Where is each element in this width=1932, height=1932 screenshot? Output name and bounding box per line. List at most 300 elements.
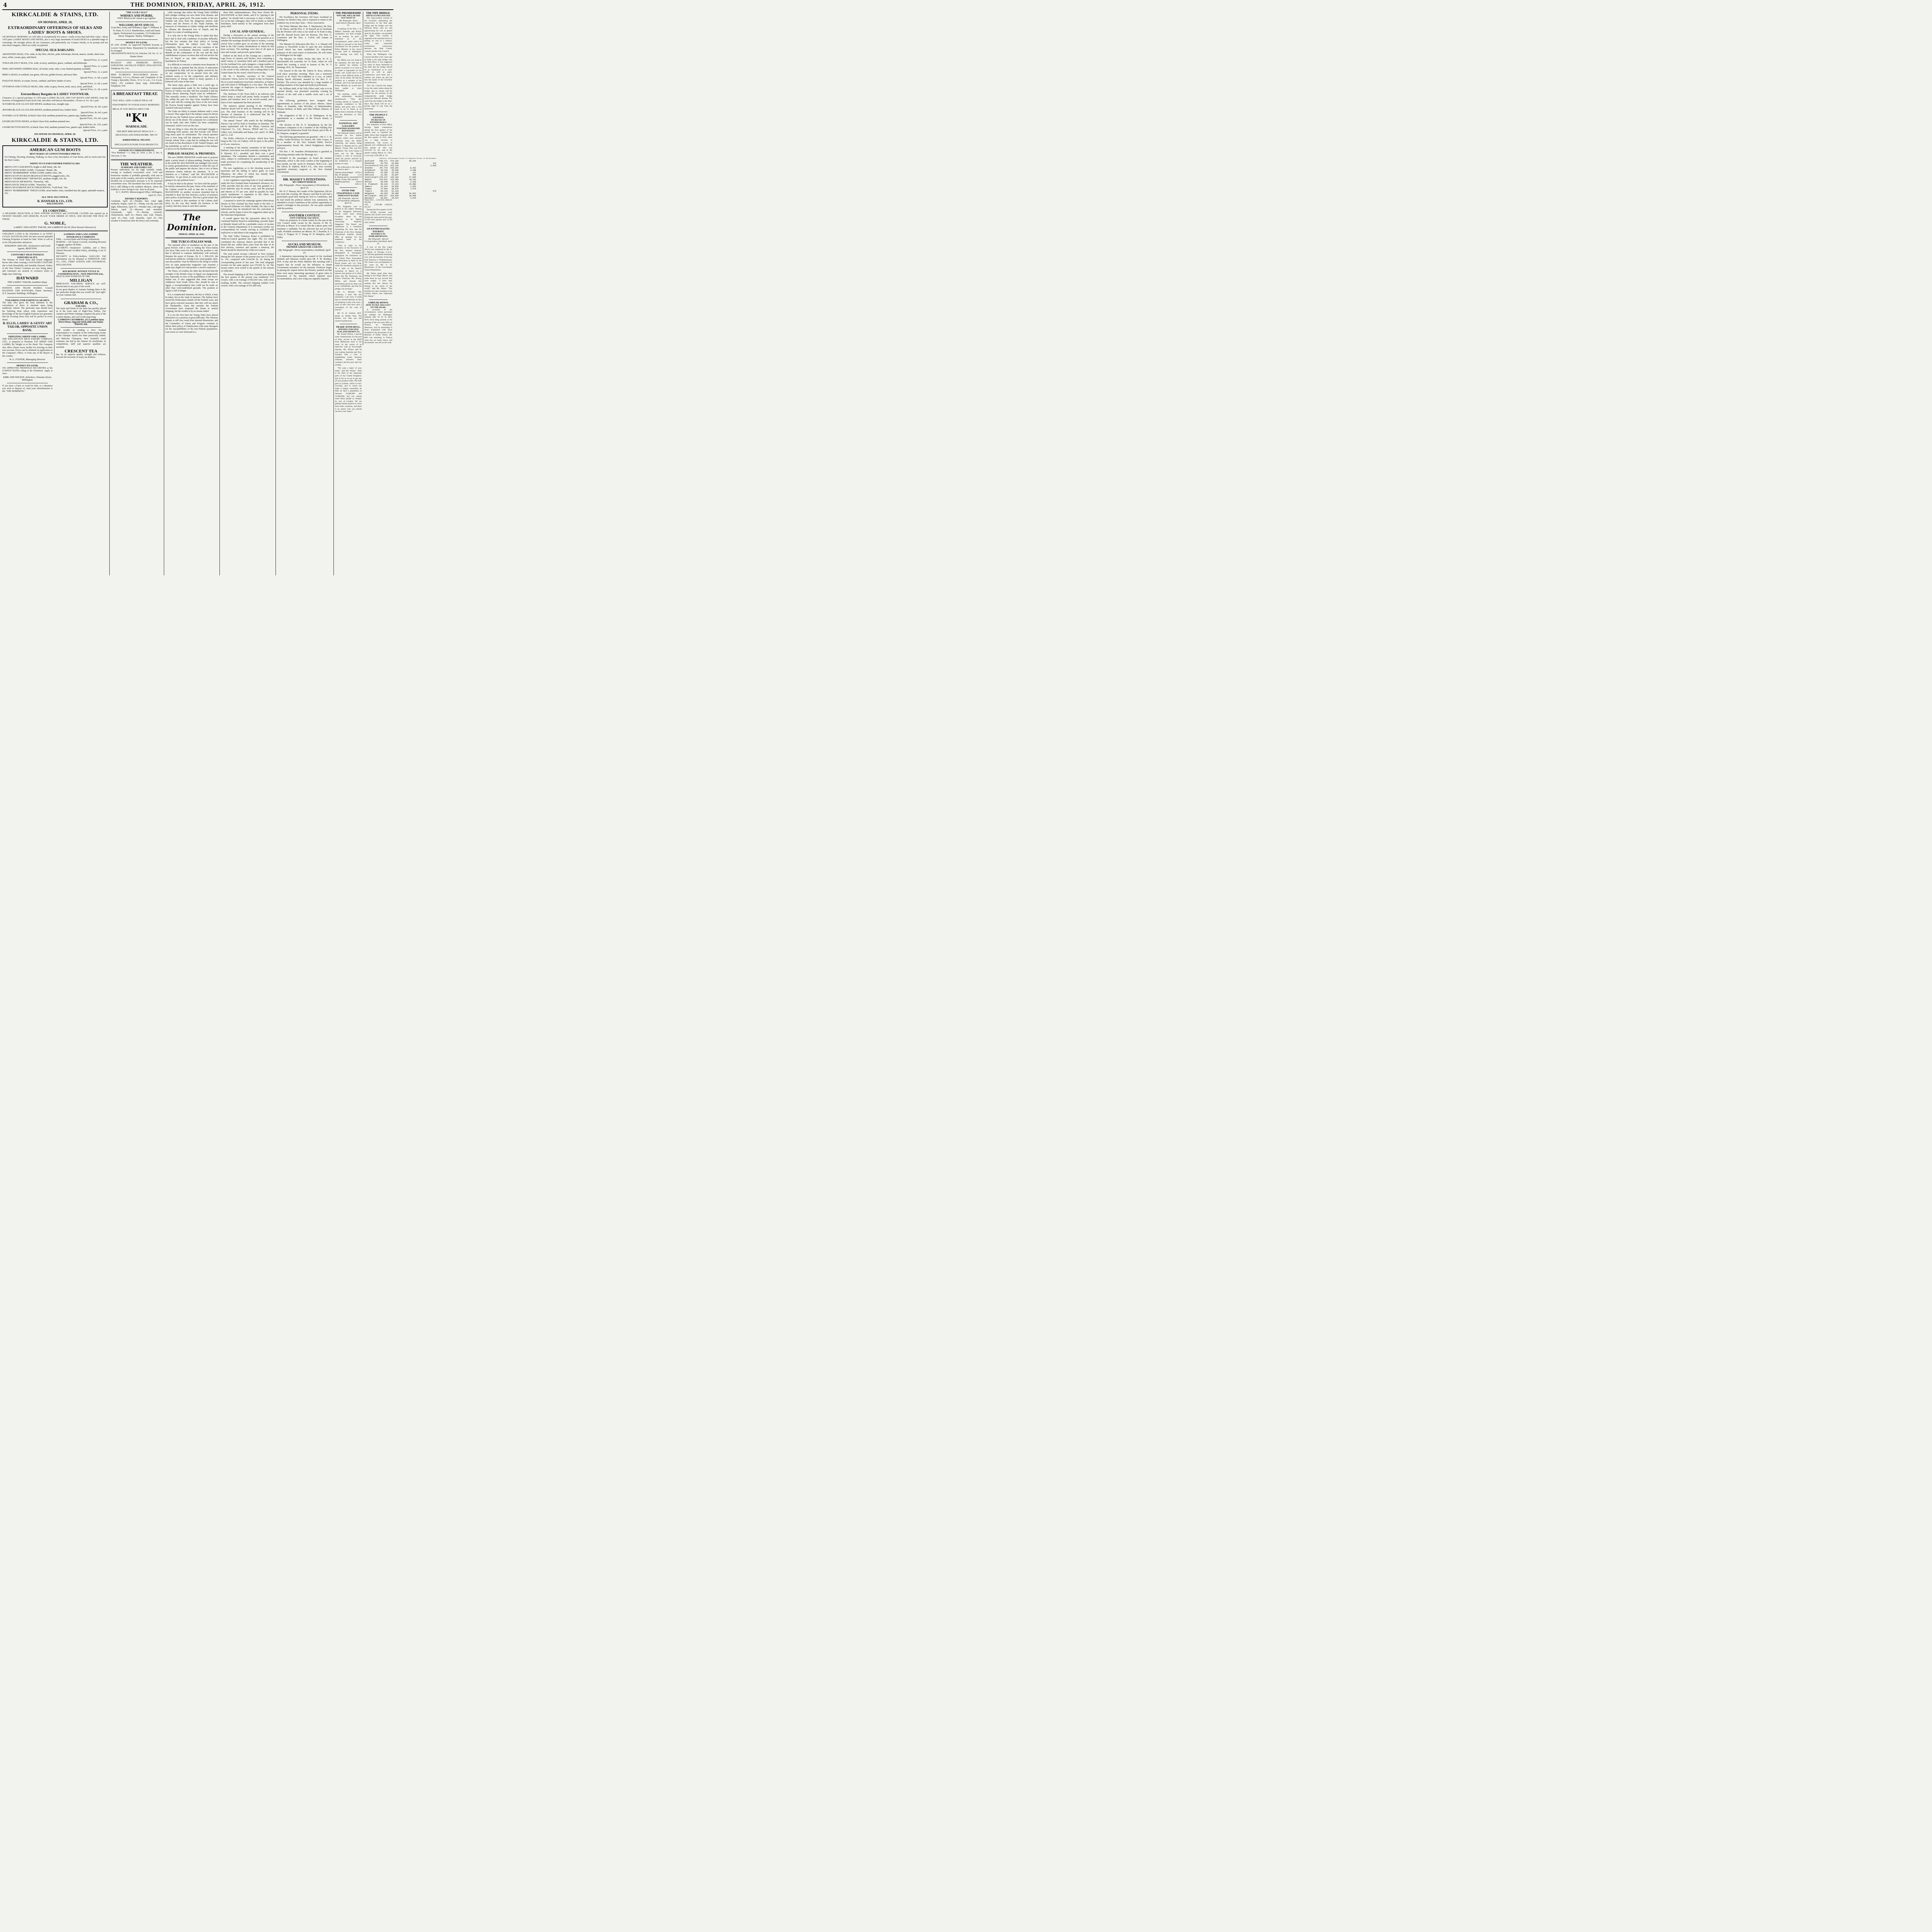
news-paragraph: Mr. Patten spent three days fishing in the Taupo district, and while there he saw several fine trout caught. "I have seen nothing like this district for fishing in the whole of the world," said Mr. Patten. "The facilities for deer shooting in the Galatea district also impressed Mr. Patten." bbox=[364, 272, 392, 298]
news-paragraph: Mr. M. J. Reardon, secretary of the General Labourers' Union, leaves for Napier to-day on business. He is to meet employers in private conference, at Napier, and will return to Wellington in a few days. The matter concerns the wages of employees in connection with harbour works at Napier. bbox=[221, 75, 274, 92]
savings-cell: Wellington bbox=[365, 195, 377, 197]
answer-heading: ANSWER TO CORRESPONDENT. bbox=[118, 150, 155, 152]
silk-item bbox=[2, 85, 108, 91]
savings-cell: 39,958 bbox=[409, 195, 416, 197]
milligan-name: MILLIGAN bbox=[70, 278, 92, 283]
savings-heading: THE PEOPLE'S SAVINGS. bbox=[369, 114, 388, 119]
noble-name: G. NOBLE, bbox=[44, 221, 66, 226]
silk-item-price: Special Price, 1s. a yard. bbox=[83, 65, 108, 68]
divider bbox=[7, 285, 48, 286]
footwear-item-price: Special Price, 6s. 11d. a pair. bbox=[80, 123, 108, 126]
gum-boots-intro: For Fishing, Shooting, Draining, Walking, we have every description of Gum Boots, and we stock none but the Best Grades. bbox=[5, 156, 105, 162]
footwear-item-price: Special Price, 21s. a pair. bbox=[83, 129, 108, 132]
kirk-wilson: KIRK AND WILSON, Solicitors, Panama Street, Wellington. bbox=[3, 376, 52, 381]
savings-cell: Nelson bbox=[365, 181, 372, 184]
news-paragraph: His Excellency the Governor will leave Auckland on Tuesday for Hawke's Bay, and is expected to return to the southern city in ten days' time.—Press Association. bbox=[277, 16, 332, 24]
news-paragraph: A proposal to assist the campaign against tuberculosis disease in New Zealand has been made to the Hon. G. W. Russell (Minister for Public Health). His idea is that tuberculosis may be introduced into the curriculum of schools, and he hopes to have his suggestion taken up by the Education Department. bbox=[221, 200, 274, 216]
silk-item-price: Special Price, 1s. a yard. bbox=[83, 70, 108, 73]
savings-cell: 131 bbox=[412, 172, 416, 174]
fire-line: FIRE.—Lowest Rates and Prompt Settlements. bbox=[56, 238, 100, 241]
gum-boot-item: MEN'S DUCK HIP BOOTS, "Waverley," 40s. bbox=[5, 180, 49, 183]
savings-cell: 619,659 bbox=[390, 195, 399, 197]
news-paragraph: The Hollis collection of pictures, which have been hung in the City Art Gallery, will be open to the public at 10 a.m. tomorrow. bbox=[221, 138, 274, 146]
divider bbox=[116, 39, 158, 40]
savings-cell: 474,115 bbox=[379, 165, 388, 167]
savings-column-header: Deposits bbox=[379, 158, 387, 160]
savings-cell: 49,128 bbox=[381, 169, 388, 172]
news-paragraph: During the first quarter of this year 24,500 accounts were opened, and 18,443 were closed. During the same period last year, 22,702 were opened, and 15,784 were closed. bbox=[364, 209, 392, 224]
savings-cell: 34,022 bbox=[391, 197, 399, 200]
whisky-puriri: WHISKY AND PURIRI, bbox=[120, 14, 153, 17]
gum-boot-item: MEN'S CITY GUM BOOTS, bright or dull finish, 28s. 6d. bbox=[5, 166, 61, 169]
savings-cell: 31,413 bbox=[381, 185, 388, 188]
milligan-text: THAT IS WHY PATRONS OF THE bbox=[56, 275, 90, 278]
news-paragraph: The long-awaited warrant of the Governor authorising the construction of the Hutt pipe bridge and the bridge over the Waiwetu River, near by, and apportioning the cost as agreed upon by the parties, was gazetted last night. This warrant is regarded as the essential factor in putting an end to a tedious, costly, and somewhat acrimonious controversy between the Hutt County Council and the City Council. bbox=[364, 17, 392, 53]
news-paragraph: When the Wellington City Council decided a few years ago to build a new pipe bridge over the Hutt River, it was suggested by some of those interested in the Hutt that the bridge should be so constructed as to carry traffic as well as pipes. Conferences were held, and a scheme was drawn up and put into the hands of the Governor for ratification. bbox=[364, 53, 392, 84]
savings-cell: 20,867 bbox=[391, 174, 399, 177]
newspaper-page bbox=[0, 0, 437, 578]
silk-item-price: Special Price, 1s. 3d. a yard. bbox=[80, 88, 108, 91]
savings-cell: 339,292 bbox=[390, 167, 399, 170]
silk-item-text: ARGENTINE SILKS, 27in. wide, in sky blue, electric, pink, heliotrope, biscuit, mauve, resede, sheet rose, navy, white, cream, grey, and black. bbox=[2, 53, 105, 59]
marmalade-name: MARMALADE. bbox=[126, 125, 148, 129]
savings-cell: 154,137 bbox=[379, 176, 388, 179]
news-paragraph: The inward shipping at all New Zealand ports during the first quarter of the present year numbered 1113 vessels, with a net tonnage of 902,665 tons, with crews totalling 26,806. The outward shipping totalled 1126 vessels, with a net tonnage of 931,000 tons. bbox=[221, 273, 274, 287]
divider bbox=[61, 268, 101, 269]
news-paragraph: Parked on the deck of the Aorangi are a number of cage boxes of canaries and finches, each containing a small variety of Australian birds and a hundred parrots for the Auckland Zoo, and a kangaroo, a large number of Australian parrots, and two black swans. Mr. Schneider is the owner of the collection, and is taking them to the United States by the vessel, which leaves to-day. bbox=[221, 54, 274, 74]
hannah-name: R. HANNAH & CO., LTD. bbox=[37, 199, 73, 203]
money-heading: MONEY TO LEND. bbox=[16, 364, 39, 367]
silk-item-price: Special Price, 1s. 9d. a yard. bbox=[80, 76, 108, 79]
news-paragraph: The resignation of Mr. F. G. B. Waldegrave, of his appointment as a member of the Prisons Board, is gazetted. bbox=[277, 114, 332, 123]
news-paragraph: A tour of the Hot Lakes district just completed by Mr. H. J. Patten, of Chicago, U.S.A., has left that gentleman brimming over with the beauties of the trip from Rotorua to Waikaremoana. The visitor was accompanied on the route by Mr. F. W. Moorhouse, of the Government Tourist Department. bbox=[364, 246, 392, 271]
marine-line: MARINE.—All Classes Covered, including Personal Luggage, against All Risks. bbox=[56, 241, 106, 247]
freezing-text: THE WELLINGTON MEAT EXPORT COMPANY, LTD., is prepared to Purchase FAT SHEEP AND LAMBS, By Weight or at Per Head. The Company also offers clients every facility for freezing on their own account. Prices can be obtained on application at the Company's Office, or from any of the Buyers in the country. bbox=[2, 338, 53, 357]
savings-cell: 52,369 bbox=[381, 172, 388, 174]
divider bbox=[7, 297, 48, 298]
massey-dateline: (By Telegraph—Press Association.) Christchurch, April 25. bbox=[279, 184, 330, 189]
editorial-paragraph: The Times, of London, the other day declared that the strength of the British Army in Egypt was dangerously low, especially in view of the possibilities of the Turco-Italian war. It also suggested that when troops are withdrawn from South Africa they should be sent to Egypt, a recommendation that could not be made on other than well-established grounds. The position in Egypt is full of danger. bbox=[165, 270, 218, 293]
footwear-item bbox=[2, 109, 108, 114]
savings-cell: 576,165 bbox=[390, 160, 399, 163]
divider bbox=[7, 362, 48, 363]
masthead bbox=[2, 2, 393, 10]
footwear-item-text: 8 PAIRS BUTTON SHOES, in black Glace Kid, medium pointed toes. bbox=[2, 120, 70, 123]
district-text: Auckland, April 25.—Weather fine; wind light northerly. Napier, April 25.—Windy, wet day and cold night. Palmerston, April 25.—Weather fine; cold night. Nelson, April 25.—Showery and unsettled. Greymouth, April 25.—Stormy, westerly. Christchurch, April 25.—Heavy rain; cold. Timaru, April 25.—Fine, cold. Dunedin, April 25.—The weather is boisterous after the heavy rain yesterday. bbox=[111, 200, 162, 222]
silk-item-text: TOILE-DE-JOUY SILKS, 27in. wide, in navy, amethyst, green, cardinal, and heliotrope. bbox=[2, 61, 88, 65]
news-paragraph: A meeting of the interim committee of the Eastern Harbour Association was held yesterday evening, Mr. C. P. Skerrett, K.C., presided, and there was a good attendance. The committee drafted a constitution and rules, subject to confirmation by general meeting, and made provision for completing the membership of the association. bbox=[221, 147, 274, 166]
column-editorial bbox=[165, 12, 218, 575]
pure-food: SPECIALISTS IN PURE FOOD PRODUCTS. bbox=[114, 144, 159, 146]
savings-cell: Westport bbox=[365, 197, 374, 200]
weather-sub: SUMMARY AND FORECAST. bbox=[121, 166, 152, 169]
savings-cell: 131 bbox=[433, 162, 437, 165]
tailoring-text: The man who gives the least attention to the conventions of dress is insistent upon being faultlessly Attired. The particular man should have his Tailoring done where wide experience and knowledge of the best English Fashions are guarantee that his Evening Dress Suit will be perfect in every detail. bbox=[2, 301, 53, 321]
news-paragraph: Mr. Austin Wilson, a special trade commissioner for the port of Hull, arrived at the Bluff from Melbourne early in the week. In the course of an interview with an Invercargill reporter, Mr. Wilson said he was touring Australia and New Zealand with a view to establishing closer business relations between these countries and the port and city of Hull. bbox=[335, 333, 362, 366]
savings-cell: Gisborne bbox=[365, 172, 374, 174]
news-paragraph: "We want a share of your trade," said Mr. Wilson. "Hull is the third of the important ports of the United Kingdom, and so far as we go to get any of your produce trade. The bulk goes to London, which is over-crowded, and in which the trade is largely controlled. At Hull we have a population of between 10,000,000 and 12,000,000, and you cannot reach these people as cheaply by way of London. We are getting similar projects to yours from other countries, and there is no reason why you should not have your share." bbox=[335, 367, 362, 413]
gum-boots-heading: AMERICAN GUM BOOTS bbox=[29, 148, 81, 153]
savings-cell: Christchurch bbox=[365, 165, 379, 167]
divider bbox=[165, 210, 218, 211]
fund-row bbox=[335, 184, 362, 186]
savings-cell: Napier bbox=[365, 179, 372, 181]
savings-column-header: Excess of Withdrawals bbox=[417, 158, 437, 160]
freezing-heading: FREEZING SHEEP AND LAMBS. bbox=[8, 335, 47, 338]
news-paragraph: The election of Mr. H. E. Kempthorne by the fire insurance companies to be a member of the Fielding Fire Board and the Palmerston North Fire Board, and of Mr. R. M. Simpson, resigned, is gazetted. bbox=[277, 124, 332, 135]
savings-cell: Invercargill bbox=[365, 176, 379, 179]
column-rule bbox=[219, 12, 220, 575]
gum-boot-item: MEN'S "RUBBERHIDE" KNEE GUMS, leather soles, 30s. bbox=[5, 172, 62, 175]
money-to-lend-text: IN ANY SUMS, on Approved Freehold Security at Lowest Current Rates. Repayment by instalments can be arranged. bbox=[111, 44, 162, 53]
editorial-paragraph: The repeated offers of mediation on the part of the great Powers with a view to ending the Turco-Italian war leave little room for doubt that the position is one that if allowed to continue indefinitely will seriously threaten the peace of Europe. Dr. E. J. DILLON, the well-known publicist, writing in his usual graphic style, says the position "may be likened to the firing of rockets over an open gunpowder magazine—any moment a spark may alight on it and produce a terrific explosion." bbox=[165, 244, 218, 269]
footwear-item-text: 48 PAIRS BLACK GLACE KID SHOES, medium pointed toes, leather heels. bbox=[2, 108, 77, 111]
footwear-list bbox=[2, 103, 108, 132]
ads-subcolumn-left bbox=[2, 233, 54, 393]
on-offer-line: ON OFFER ON MONDAY, APRIL 29. bbox=[34, 133, 76, 136]
tailoring-heading: TAILORING FOR PARTICULAR MEN. bbox=[5, 299, 50, 302]
fund-amount: 250 0 0 bbox=[356, 181, 362, 183]
gum-boots-sub: BEST MAKES AT LOWEST POSSIBLE PRICES. bbox=[30, 153, 80, 156]
kirkpatrick: KIRKPATRICK, NELSON. bbox=[122, 139, 151, 142]
pipe-bridge-subcolumn bbox=[363, 12, 437, 345]
weather-text: Present indications are for high westerly winds, veering to southerly everywhere soon. Cold and boisterous weather is probable generally, with rain in most parts of the country, and snow on higher levels. A decided rise in barometric pressure is to be expected everywhere soon. The barometer has risen in the north, but is still falling in the southern districts, where the tendency is now strong to rise. Seas in all parts. bbox=[111, 168, 162, 191]
news-paragraph: "That in reply to the resolution of the Executive of the New Zealand Institute, telegraphed to newspapers throughout the Dominion by the United Press Association for publication on April 19, the Board points out:—(1) That, while the resolution purports to be a reply to the Board's resolution of March 23, it ignores that portion of it which states that Mr. Parkinson, the former Chairman, Mr. Strong, Millar, and Stewart that information given by them was to be confidential, and that the pledge was not kept." bbox=[335, 244, 362, 290]
savings-cell: 976 bbox=[433, 190, 437, 193]
turco-italian-heading: THE TURCO-ITALIAN WAR. bbox=[171, 240, 213, 243]
costumes-text: The Woman of Good Taste and Sound Judgment knows that when wearing a HAYWARD COSTUME she is both Beautifully and Sensibly Dressed. Orders of the New Winter Costumes are now being taken, and customers are assured of exclusive styles in High-class Tailoring. bbox=[2, 259, 53, 276]
offer-heading: EXTRAORDINARY OFFERINGS OF SILKS AND LADIES' BOOTS & SHOES. bbox=[8, 26, 102, 35]
stagpoole-heading: OVER THE STAGPOOLE CASE. bbox=[337, 189, 360, 195]
crescent-sub: has, by its superior quality, strength and richness, become the favourite of many tea drinkers. bbox=[56, 353, 106, 359]
answer-text: "Five Hundred."—1, May 23, 1910. 2, No. 3, Yes. 4, One year. 5, Yes. bbox=[111, 152, 162, 157]
savings-cell: 7,076 bbox=[410, 188, 416, 190]
news-paragraph: Included in the passengers on board the steamer Rimutaka, which is due from London at the beginning of next month, are Mr. Jacob H. Primmer, M.R.C.S.E., and Mr. Edwin B. Elphick, M.R.C.V.S., who were recently appointed veterinary surgeons to the New Zealand Government. bbox=[277, 157, 332, 174]
news-paragraph: The statement of Post Office Savings Bank transactions during the first quarter of the present year, as Gazetted last night, shows that compared with the first quarter of 1911, there was a large increase in withdrawals. The excess of deposits over withdrawals in the first quarter of 1911 was £323,341 6s. 4d., and in the quarter ending March 31, 1912, it was only £199,789 3s. 7d. bbox=[364, 124, 392, 157]
savings-cell: 484 bbox=[412, 174, 416, 177]
offer-intro: ON MONDAY MORNING we will offer at exceptionally low prices—really at less than half their value—about 1470 pairs LADIES' BOOTS AND SHOES, also a very large assortment of useful SILKS in a splendid range of colourings. We strongly advise all our Customers, and particularly our Country friends, to be prompt and not miss these bargains, which are really exceptional. bbox=[2, 36, 108, 47]
news-paragraph: The Rev. J. M. Saunders (Presbyterian) is gazetted as officiating minister under the Marriage Act. bbox=[277, 151, 332, 156]
column-right bbox=[335, 12, 437, 575]
savings-cell: 26,753 bbox=[381, 162, 388, 165]
personal-heading: PERSONAL ITEMS. bbox=[290, 12, 319, 15]
fund-amount: 3 3 0 bbox=[358, 174, 362, 176]
gum-boot-item: MEN'S DUCK KNEE GUMS, "Gomestic" Brand, 18s. bbox=[5, 168, 58, 172]
news-paragraph: Mr. W. F. Massey, the Leader of the Opposition, left for the north this evening. Mr. Massey said that he had had a particularly good time during his visit to Canterbury, and he had found the political outlook very satisfactory. He intended to revisit Canterbury at the earliest opportunity to spend a fortnight in that province. He was quite satisfied with the position. bbox=[277, 190, 332, 210]
crescent-tea: CRESCENT TEA bbox=[65, 349, 97, 354]
news-paragraph: The following gentlemen have resigned their appointments as justices of the peace: Messrs. James Tabor, of Dunedin; John M'Lellan, of Burkesheadon; Thomas Roberts, of Bulls; and John William Johnson, of Waimate. bbox=[277, 100, 332, 114]
savings-cell: 27,945 bbox=[409, 176, 416, 179]
savings-cell: 59,488 bbox=[391, 192, 399, 195]
savings-cell: Greymouth bbox=[365, 169, 376, 172]
foster-name: W. G. FOSTER, Managing Director. bbox=[9, 358, 46, 361]
savings-cell: Auckland bbox=[365, 160, 374, 163]
news-paragraph: The new regulations as to the shooting season for opossums and the killing of native game on Lake Ellesmere, the effect of which has already been published, were gazetted last night. bbox=[221, 167, 274, 179]
bulkley: BULKLEY AND DIDSBURY, DENTAL SURGEONS, 144 WILLIS STREET, WELLINGTON. Telephone No. 216. bbox=[111, 61, 162, 70]
local-general-heading: LOCAL AND GENERAL. bbox=[230, 29, 265, 33]
divider bbox=[2, 230, 108, 231]
williams-hunt: WILLIAMS, HUNT AND CO. bbox=[119, 24, 155, 27]
gum-boot-item: MEN'S "STORM KING" HIP BOOTS, medium weight, 52s. 6d. bbox=[5, 177, 67, 180]
marmalade-ad bbox=[111, 90, 162, 148]
masthead-title: THE DOMINION, FRIDAY, APRIL 26, 1912. bbox=[130, 2, 265, 8]
column-ads-left bbox=[2, 12, 108, 575]
savings-cell: 123,380 bbox=[390, 179, 399, 181]
footwear-item bbox=[2, 120, 108, 126]
savings-cell: 94,320 bbox=[381, 192, 388, 195]
museum-dateline: (By Telegraph—Press Association.) Auckland, April 25. bbox=[278, 248, 331, 254]
footwear-item-text: 6 PAIRS BUTTON BOOTS, in black Glace Kid, medium pointed toes, patent caps, leather heels. bbox=[2, 126, 96, 129]
news-paragraph: The following appointments are gazetted:—Mr. G. C. B. Jordan, Under-Secretary for Justice; Mr. John Cooper, to be a member of the New Zealand Public Service Superannuation Board; Mr. Alfred Hodgkinson, district surveyor. bbox=[277, 136, 332, 150]
security-line: SECURITY to Policy-holders, £4,812,381. Full information can be obtained at JOHNSTON AND CO., LTD., CHIEF AGENTS AND ATTORNEYS, WELLINGTON. bbox=[56, 255, 106, 266]
news-paragraph: It would appear that the precaution taken by the Auckland Harbour Board in establishing a powder depot at Motuihi Island will be a profitable source of income to the Customs Department. It is customary (writes our correspondent) for vessels arriving at Auckland with explosives to take them to the magazine first. bbox=[221, 218, 274, 234]
fund-label: E. Hannah and Co. (picture) bbox=[335, 176, 357, 179]
fund-label: Amount acknowledged bbox=[335, 172, 353, 174]
hull-heading: TRADE WITH HULL. bbox=[336, 326, 361, 329]
savings-cell: Oamaru bbox=[365, 185, 372, 188]
fund-label: Mrs. W. Bretham bbox=[335, 174, 349, 176]
pipe-bridge-sub: DIFFICULTIES SOLVED. bbox=[366, 15, 391, 17]
savings-cell: 21,351 bbox=[381, 174, 388, 177]
editorial-paragraph: It may be that in the phrase "we have told the people" he merely summarises the past. Some of the members of the Cabinet would be well to take this to heart. Mr. MACKENZIE on another occasion remarked that he intended to draw the line between a policy of promises and a policy of performance. This has a good sound. But what is wanted is that members of the Cabinet shall show, by the way they handle the business of the country, that they mean to earn their salaries. bbox=[165, 182, 218, 208]
art-gallery-sub: FURTHER HANDSOME DONATIONS. bbox=[337, 127, 360, 132]
issue-date: FRIDAY, APRIL 26, 1912. bbox=[179, 233, 205, 236]
news-paragraph: Mr. G. Bennett: "Mr. Chairman, I don't like this resolution. I am sorry to think that we should entertain an idea of bandying words with such a body of men who have such a conception of the code of honour." bbox=[335, 291, 362, 311]
savings-column-header: Excess of Deposits bbox=[399, 158, 416, 160]
news-paragraph: The annual "house" rifle match for the Wellington Harvey Cup will be fired at Trentham on Saturday. The teams represented will be the Hilton, Greerton and Glassware Co., Ltd., Briscoe, M'Kell and Co., Ltd., Gibb's, Ltd., Kirkcaldie and Stains, Ltd., and E. W. Mills and Co., Ltd. bbox=[221, 120, 274, 136]
club-calls: "THE CLUB CALLS" bbox=[125, 12, 148, 14]
news-paragraph: The Minister for Public Works (the Hon. W. D. S. MacDonald) left yesterday for Te Kuiti, where he will attend this evening a social in honour of Mr. W. T. Jennings, M.P., for Taumarunui. bbox=[277, 58, 332, 69]
savings-cell: 37,954 bbox=[381, 188, 388, 190]
fund-amount: 1279 0 3 bbox=[355, 172, 362, 174]
savings-cell: Hokitika bbox=[365, 174, 374, 177]
premiership-dateline: (By Telegraph—Press Association.) Dunedin, April 25. bbox=[336, 20, 361, 27]
savings-cell: 126,192 bbox=[390, 176, 399, 179]
noble-sub: LADIES' AND GENTS' TAILOR, 364 LAMBTON QUAY (Next Stewart Dawson's). bbox=[14, 226, 97, 229]
breakfast-heading: A BREAKFAST TREAT. bbox=[112, 92, 158, 97]
savings-cell: 61,120 bbox=[391, 190, 399, 193]
silk-item bbox=[2, 53, 108, 62]
footwear-item-price: Special Price, 8s. 6d. a pair. bbox=[81, 105, 108, 109]
news-paragraph: Mr. D. B. Guthrie, M.P., spoke on similar lines. The motion was then put and carried unanimously. bbox=[335, 312, 362, 322]
news-paragraph: The Stagpoole case re-echoed at last night's meeting of the Wanganui Education Board, when stout strong exception taken by the members to its dignity concerning Inspector Stagpoole. The Board was unanimous in a resolution expressing the view that the Chairman of the New Zealand Educational Institute should offer an apology for the statement made at the conference. bbox=[335, 205, 362, 243]
divider bbox=[61, 327, 101, 328]
savings-cell: 30,878 bbox=[391, 188, 399, 190]
news-paragraph: these little unpleasantnesses. They have chosen Mr. MACKENZIE as their leader, and if in "playing to the gallery" he should find it necessary to deal a buffet or two at his late colleagues, they will no doubt, as faithful henchmen, bend meekly to the castigation from their party chief. bbox=[221, 12, 274, 28]
premiership-sub: WHY MR. MILLAR DID NOT WANT IT. bbox=[337, 15, 360, 19]
pipe-bridge-heading: THE PIPE BRIDGE. bbox=[366, 12, 391, 15]
graham-name: GRAHAM & CO., bbox=[64, 300, 98, 305]
tourist-sub: ROTORUA TO WAIKAREMOANA. bbox=[369, 233, 388, 238]
divider bbox=[340, 120, 357, 121]
gum-boots-stock: ALL NEW 1912 STOCK. bbox=[41, 196, 69, 199]
breakfast-text: YOU WILL ADD A GREAT DEAL OF ENJOYMENT TO YOUR DAILY MORNING MEAL IF YOU REGULARLY USE bbox=[112, 99, 160, 111]
divider bbox=[369, 299, 388, 300]
phrase-making-heading: PHRASE-MAKING & PROMISES. bbox=[167, 152, 216, 156]
divider bbox=[165, 237, 218, 238]
hull-sub: OPENING FOR NEW ZEALAND PRODUCTS. bbox=[337, 328, 360, 333]
farm-sale-text: If you have a Farm or Land for Sale, or a Business you wish to dispose of, send your advertisement to the "THE DOMINION." bbox=[2, 384, 53, 393]
savings-cell: 1,593 bbox=[410, 185, 416, 188]
tourist-dateline: (By Telegraph—Special Correspondent.) Auckland, April 25. bbox=[364, 238, 393, 245]
weather-signature: D. C. BATES. Meteorological Office, Wellington, April 25, 1912. bbox=[116, 191, 162, 197]
hayward-sub: THE LADIES' TAILOR, Lambton Quay. bbox=[7, 281, 48, 284]
silk-item bbox=[2, 80, 108, 85]
museum-sub: PREMIER ASKED FOR A GRANT. bbox=[286, 246, 323, 248]
savings-cell: 26,884 bbox=[391, 162, 399, 165]
money-text: ON APPROVED FREEHOLD SECURITIES at the LOWEST RATES ruling in the Dominion. Apply at once. bbox=[2, 367, 53, 375]
savings-table bbox=[364, 158, 437, 199]
savings-cell: 45,840 bbox=[391, 169, 399, 172]
olympic-text: THE trouble in sending a New Zealand representative to compete in the forthcoming events at the Olympic Sports has been practically settled, and Malcolm Champion, New Zealand's crack swimmer, has left by the Athenic for Stockholm. In competitions, skill and superior qualities are essential. bbox=[56, 329, 106, 349]
ellis-name: B. ELLIS, LADIES' & GENTS' ART TAILOR, OPPOSITE UNION BANK. bbox=[3, 321, 52, 332]
patents-ad: PATENTS AND TRADE MARKS. Consult BALDWIN AND RAYWARD, Patent Attorneys, N.Z. Insurance Buildings, Wellington. bbox=[2, 287, 53, 295]
silk-item-price: Special Price, 1s. 6d. a yard. bbox=[80, 82, 108, 85]
silk-item-text: PINK AND WHITE STRIPED SILK, 20 inches wide, only a very limited quantity available. bbox=[2, 68, 91, 71]
news-paragraph: The Minister for Education (the Hon. J. A. Hanan) will journey to Woodville to-day to open the new technical school which has been established for educational purposes of the rural course of instruction. He will return to Wellington for the night. bbox=[277, 43, 332, 57]
savings-total-1911: 1911 ... 3,504,486 3,286,293 323,341 bbox=[364, 204, 392, 209]
savings-cell: 60,144 bbox=[381, 190, 388, 193]
kelburne-line: KELBURNE AVENUE STYLE IS COSMOPOLITAN—NOT PROVINCIAL. bbox=[58, 270, 104, 276]
premiership-heading: THE PREMIERSHIP. bbox=[335, 12, 362, 15]
milligan-more: In our great display of Autumn Suitings there is the one particular design that you would call "just right" for your Autumn Suit. bbox=[56, 288, 106, 297]
premiership-subcolumn bbox=[335, 12, 363, 414]
stagpoole-sub: INDIGNANT BOARD. bbox=[338, 194, 359, 197]
kirkcaldie-title: KIRKCALDIE & STAINS, LTD. bbox=[12, 12, 99, 18]
editorial-paragraph: It is a complicated situation, the key to which, it may be taken, lies in the clash of interests. The Italians have seized the Dodecanese islands off the Turkish coast, and have given renewed assurance that they will not attack the Dardanelles. Upon this promise the Turkish Government have reopened the Straits to neutral shipping, but the trouble is by no means ended. bbox=[165, 293, 218, 313]
ex-corinthic-text: A SPLENDID SELECTION of NEW WINTER SUITINGS and COSTUME CLOTHS Just opened up in NEWEST SHADES AND DESIGNS. PLACE YOUR ORDER AT ONCE, AND SECURE THE PICK OF THESE. bbox=[2, 212, 108, 221]
savings-cell: 3,288 bbox=[410, 169, 416, 172]
news-paragraph: Mr. William Judd, of the Tolls Office staff, who is to be married shortly, was presented yesterday evening by officers of the staff with a marble clock and a set of carvers. bbox=[277, 88, 332, 99]
savings-sub: INCREASE OF WITHDRAWALS. bbox=[370, 119, 387, 124]
savings-cell: 72,233 bbox=[391, 183, 399, 186]
gum-boots-write: WRITE TO US FOR FURTHER PARTICULARS. bbox=[30, 163, 80, 165]
footwear-heading: Extraordinary Bargains in LADIES' FOOTWEAR. bbox=[21, 92, 89, 96]
column-local-general bbox=[221, 12, 274, 575]
news-paragraph: The chairman of the Town Hall is an ardorous task which keeps a small staff pretty busily occupied. The pianos and furniture have to be moved around, and a mass of new equipment has been procured. bbox=[221, 93, 274, 104]
news-paragraph: A new regulation respecting loans to local authorities under the New Zealand State-Guaranteed Advances Act, 1909, provides that the term of any loan granted to a local authority may be twenty years, and the principal and interest at 5½ per cent. shall be payable by half-yearly instalments. A regulation to this effect was published in last night's Gazette. bbox=[221, 179, 274, 199]
savings-cell: 34,832 bbox=[409, 192, 416, 195]
k-logo: "K" bbox=[125, 111, 148, 125]
news-paragraph: The statutory annual meeting of the Wellington Harbour Board will be held on Thursday next, at 2.30 p.m. The chief business of the meeting will be the election of chairman. It is understood that Mr. R. Fletcher will be re-elected. bbox=[221, 105, 274, 119]
savings-cell bbox=[417, 197, 437, 199]
column-rule bbox=[333, 12, 334, 575]
graham-sub: TAILORS. bbox=[75, 305, 87, 308]
gum-boot-item: MEN'S SCOTCH GRAIN DRAINAGE BOOTS, pegged soles, 35s. bbox=[5, 174, 70, 177]
fund-label: Messrs. Vivian, Dan, and Eric Riddiford (picture) bbox=[335, 179, 359, 183]
art-gallery-heading: NATIONAL ART GALLERY. bbox=[339, 122, 358, 128]
savings-cell: 133,612 bbox=[379, 179, 388, 181]
editorial-paragraph: The Turks are likely to remain obdurate until a crisis is forced. They argue that if the Italians cannot be driven into the sea, the Turkish forces and the Arabs cannot be driven out of the desert. The proposals for a settlement can be made only after Turkey has been completely exhausted, which is not yet the case. bbox=[165, 111, 218, 127]
silk-item-text: OTTOMAN AND COTILLE SILKS, 20in. wide, in grey, brown, mole, navy, moss, and black. bbox=[2, 85, 93, 88]
sale-date: ON MONDAY, APRIL 29, bbox=[37, 20, 73, 24]
ex-corinthic-heading: EX CORINTHIC. bbox=[43, 209, 67, 213]
news-paragraph: The following is the state of the fund to date:— bbox=[335, 166, 362, 171]
gum-boots-list bbox=[5, 166, 105, 195]
editorial-paragraph: It is only fair to the Young Turks to admit that they have had to deal with conditions of peculiar difficulty, but the fact remains that their policy of forcing Ottomanism upon the subject races has failed completely. The supremacy and very existence of the Young Turk Government, therefore, would seem to depend on the continuance of the war and the final establishment of peace on terms that will not involve the loss of Tripoli or any other conditions inflicting humiliation on Turkey. bbox=[165, 35, 218, 63]
contest-sub: CITY COUNCIL VACANCY. bbox=[289, 217, 320, 219]
costumes-heading: COSTUMES THAT POSSESS INDIVIDUALITY. bbox=[11, 253, 44, 259]
editorial-paragraph: The new PRIME MINISTER would seem to propose quite a pretty knack of phrase-making. During his tour in the north Mr. MACKENZIE has indulged very freely in catchy generalisations calculated to tickle the ears of the public and impress the elector. One or two of these utterances clearly indicate his intention. "It is our intention as a Cabinet," said Mr. MACKENZIE at Hamilton, "to get down to solid work, and we are not going in for any political loves." bbox=[165, 156, 218, 182]
savings-cell: 476,135 bbox=[390, 165, 399, 167]
savings-cell: 36,837 bbox=[381, 197, 388, 200]
ads-subcolumn-right bbox=[54, 233, 106, 359]
savings-cell: 2,020 bbox=[430, 165, 437, 167]
silk-item-text: PAILETTE SILKS, in cream, brown, cardinal, and three shades of navy. bbox=[2, 79, 71, 82]
contest-heading: ANOTHER CONTEST. bbox=[288, 213, 321, 217]
column-ads-middle bbox=[111, 12, 162, 575]
mmahon-lee: M'MAHON AND LEE, Auctioneers and Land Agents, REEFTON. bbox=[4, 245, 51, 250]
douglas: SIR KENNETH DOUGLAS, Solicitor, Tel. No. 31. 11 Hunter Street. bbox=[111, 53, 162, 58]
fund-list bbox=[335, 172, 362, 186]
tourist-heading: AN ENTHUSIASTIC TOURIST. bbox=[366, 227, 390, 233]
money-to-lend: MONEY TO LEND. bbox=[126, 41, 148, 44]
editorial-paragraph: It is difficult to conceive a situation more desperate. It may be taken as granted that the decree of annexation promulgated by Italy will not be lightly waived by her on any compromise. In its present form the only solution seems to be the compulsory and arbitrary intervention of Europe which in many quarters it is believed will come in due time. bbox=[165, 64, 218, 83]
gum-boot-item: MEN'S "RUBBERHIDE" THIGH GUMS, stout leather soles, moulded into the upper, splendid wearers, 47s. bbox=[5, 189, 105, 195]
museum-heading: AUCKLAND MUSEUM. bbox=[287, 242, 321, 246]
savings-cell: Dunedin bbox=[365, 167, 373, 170]
footwear-item-text: 56 PAIRS LACE SHOES, in black Glace Kid, medium pointed toes, patent caps, leather heels. bbox=[2, 114, 93, 117]
marmalade-sub: THE BEST BREAKFAST DELICACY — DELICIOUS AND WHOLESOME. TRY IT! bbox=[115, 131, 158, 137]
news-paragraph: The City Council has begun to lay the water mains along the bridge, and so clearly call for tenders for the erection of the comparatively small bridge across the Waiwetu Stream. The road from the bridge to the Hutt-Day's Bay Road will be on a private right of way from the Hutt Road. bbox=[364, 85, 392, 110]
news-paragraph: The National Gallery will be enriched by two further pictures which were selected yesterday from the Hollis collection, the donors being Messrs. E. Hannah and Co. and Messrs. Vivian, Dau, and Eric Riddiford. The work chosen is each one by Mr. Mount London, a view in Cornwall, while the picture selected by the Riddifords is a tranquil stream of water. bbox=[335, 132, 362, 165]
district-heading: DISTRICT REPORTS. bbox=[125, 197, 148, 200]
divider bbox=[340, 187, 357, 188]
savings-cell: 53,312 bbox=[391, 181, 399, 184]
breakdown-sub: HOW AN M.P. WAS LEFT ON THE ROAD. bbox=[366, 304, 391, 309]
silk-item-price: Special Price, 1s. a yard. bbox=[83, 59, 108, 62]
page-number: 4 bbox=[3, 2, 7, 9]
weather-heading: THE WEATHER. bbox=[120, 162, 153, 167]
silk-heading: SPECIAL SILK BARGAINS. bbox=[35, 48, 75, 52]
savings-cell: Blenheim bbox=[365, 162, 374, 165]
savings-cell: 648,171 bbox=[379, 160, 388, 163]
savings-cell: 2,328 bbox=[410, 181, 416, 184]
news-paragraph: The Prime Minister (the Hon. T. Mackenzie), the Hon. A. M. Myers, and the Hon. G. W. Russell are in Auckland, but the Premier will come as far south as Te Kuiti to-day, and Mr. Russell leaves later for Rotorua. The Hon. G. Laurenson and the Hon. J. Colvin will remain in Wellington. bbox=[277, 25, 332, 42]
london-lancashire: LONDON AND LANCASHIRE INSURANCE COMPANY. bbox=[64, 233, 98, 238]
footwear-item-price: Special Price, 10s. 6d. a pair. bbox=[79, 117, 108, 120]
savings-cell: 14,086 bbox=[409, 183, 416, 186]
editorial-paragraph: It is not the first time the Young Turks have placed themselves in a position of great difficulty. The Ottoman Empire is still very weak from internal dissensions, and the Committee of Union and Progress continue to follow their policy of Turkification with some disregard for the susceptibilities of the non-Turkish populations. Last week we were informed in a bbox=[165, 314, 218, 333]
footwear-item-price: Special Price, 8s. 6d. a pair. bbox=[81, 111, 108, 114]
silk-item-text: BERCA SILKS, in cardinal, sea-green, old rose, golden brown, and navy blue. bbox=[2, 73, 78, 77]
editorial-paragraph: The latest reply, given a little over a week ago, to peace representations made by the leading European Powers to Turkey was that "the first essential is that the Italian decree annexing Tripoli must be withdrawn." This naturally creates a deadlock. The Triple Alliance has within the past few days been extended towards 1914, and with the coming into force of the new treaty the Powers bound together against Turkey have been watched with much anxiety. bbox=[165, 84, 218, 109]
news-paragraph: A meeting of the Hon. J. A. Millar's Dunedin and Roslyn committees was held to-night. At its request, he gave a statement as to the circumstances under which he decided to proceed to the final nomination for the position of Prime Minister at the caucus recently held in Wellington. The meeting was held in private. bbox=[335, 28, 362, 58]
column-rule bbox=[109, 12, 110, 575]
savings-cell: N. Plymouth bbox=[365, 183, 378, 186]
fund-amount: 1595 3 3 bbox=[355, 183, 362, 185]
news-paragraph: The total postal revenue collected in New Zealand during the first quarter of the present year was £173,896 5s. 11d., compared with £164,596 9s. 3d. during the corresponding period of last year. The total telegraph revenue for the same quarter was £76,936 5s. 1d. The money-orders were issued in the quarter to the amount of £686,000. bbox=[221, 253, 274, 272]
lambton-chambers: LAMBTON CHAMBERS, 212 Lambton Quay (First Floor), Opposite Kirkcaldie and Stains, 'PHONE 620. bbox=[58, 318, 104, 326]
silk-item bbox=[2, 68, 108, 73]
editorial-paragraph: cable message that unless the Young Turks fulfilled their pledges nothing can save them from disaster, and Europe from a great peril. The main results of the new Turkish rule have been the dangerous tension with France and the Powers of the Triple Entente; the massacre of Armenians at Adana; risings and rebellions in Albania; the threatened loss of Tripoli, and the Empire in a state of seething unrest. bbox=[165, 12, 218, 34]
news-paragraph: There are prospects of a brisk contest for the seat on the City Council made vacant by the election of Mr. D. M'Laren as Mayor. It is certain that the Labour party will nominate a candidate, but the selection has not yet been made. Probable nominees are Messrs. M. J. Reardon, E. J. Carey, E. Tregear, W. T. Young, W. H. Hampton, and J. Fuller. bbox=[277, 219, 332, 239]
savings-cell: 86,319 bbox=[381, 183, 388, 186]
west-coast-land-text: CHEAPEST LAND in the Dominion is on WEST COAST, SOUTH ISLAND. We have several splendid Farming Properties in hand for Sale. Write or call on us for full particulars and prices. bbox=[2, 233, 53, 244]
news-paragraph: A recountal of the circumstances which prevented the member for Wellington Suburbs (Mr. W. H. D. Bell, M.P.) from being present at the opening of the new post office at Porirua, on Wednesday afternoon, will be interesting to those acquainted with those included in the procession of the Minister of Public Works. Mr. Bell was motoring to Porirua when the car broke down, and the member was left on the road. bbox=[364, 308, 392, 344]
savings-cell: 659,617 bbox=[379, 195, 388, 197]
dominion-nameplate: The Dominion. bbox=[167, 212, 217, 233]
hayward-name: HAYWARD bbox=[16, 276, 39, 281]
savings-cell: 55,640 bbox=[381, 181, 388, 184]
savings-total: Totals 1912 ... 3,167,954 2,968,165 199,789 bbox=[364, 199, 392, 204]
savings-cell: 52,238 bbox=[391, 172, 399, 174]
savings-table-body bbox=[364, 160, 437, 199]
news-paragraph: The meeting, which was most enthusiastic, decided unanimously: "That this meeting desires to express its complete confidence in Mr. Millar, and gives him a free hand to act in future as he thinks best in interests of Otago and the Dominion of New Zealand." bbox=[335, 93, 362, 119]
news-paragraph: The Hutt Valley Tramway Board is prohibited by Order-in-Council gazetted last night. The Act which constituted the tramway district provided that if the Board did not, within three years from the date of its first election, construct and operate a tramway, the Board should be dissolved by Order-in-Council. bbox=[221, 235, 274, 252]
savings-cell: 29,820 bbox=[391, 185, 399, 188]
gum-boot-item: MEN'S DUCK THIGH GUMS, "Waverley," 40s. bbox=[5, 183, 52, 186]
